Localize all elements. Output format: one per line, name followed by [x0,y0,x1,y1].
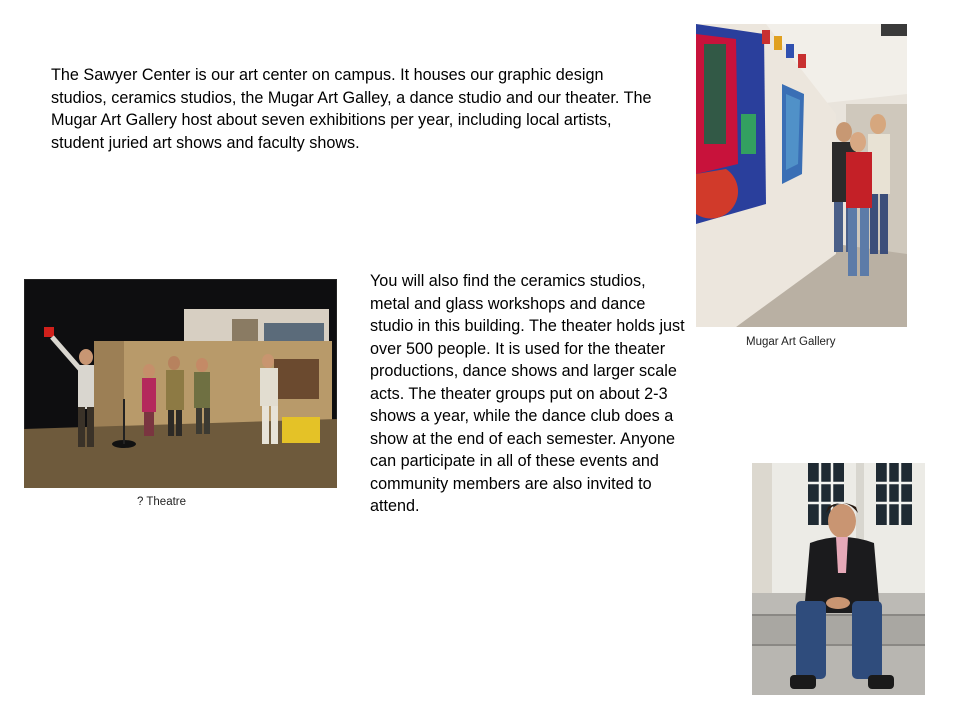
gallery-photo [696,24,907,327]
theatre-caption: ? Theatre [137,496,187,508]
student-photo [752,463,925,695]
facilities-paragraph: You will also find the ceramics studios, metal and glass workshops and dance studio in this building. The theater holds just over 500 people. It is used for the theater productions, dance shows and larger scale acts. The theater groups put on about 2-3 shows a year, while the dance club does a show at the end of each semester. Anyone can participate in all of these events and community members are also invited to attend. [370,272,685,515]
theatre-photo [24,279,337,488]
intro-paragraph: The Sawyer Center is our art center on campus. It houses our graphic design studios, ceramics studios, the Mugar Art Galley, a dance studio and our theater. The Mugar Art Gallery host about seven exhibitions per year, including local artists, student juried art shows and faculty shows. [51,66,652,152]
gallery-caption: Mugar Art Gallery [746,336,836,348]
